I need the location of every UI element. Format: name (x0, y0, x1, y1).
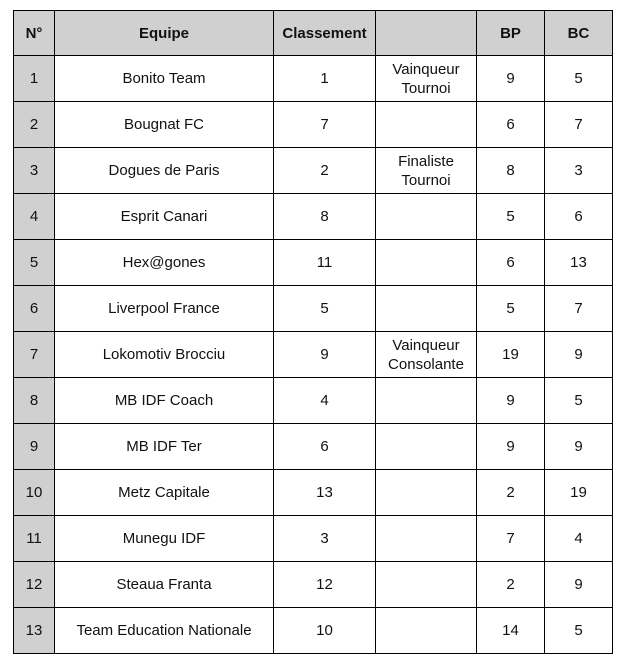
cell-rank: 2 (274, 148, 376, 194)
cell-rank: 3 (274, 516, 376, 562)
cell-bc: 9 (545, 562, 613, 608)
results-table-wrapper (13, 10, 613, 654)
cell-num: 3 (14, 148, 55, 194)
cell-bp: 14 (477, 608, 545, 654)
cell-bc: 6 (545, 194, 613, 240)
cell-note (376, 240, 477, 286)
cell-rank: 11 (274, 240, 376, 286)
cell-team: Esprit Canari (55, 194, 274, 240)
cell-bp: 5 (477, 194, 545, 240)
table-row (14, 148, 613, 194)
cell-bc: 5 (545, 608, 613, 654)
table-body (14, 56, 613, 654)
cell-note (376, 286, 477, 332)
cell-rank: 10 (274, 608, 376, 654)
cell-bc: 13 (545, 240, 613, 286)
cell-team: Munegu IDF (55, 516, 274, 562)
cell-team: Liverpool France (55, 286, 274, 332)
cell-rank: 4 (274, 378, 376, 424)
cell-team: Metz Capitale (55, 470, 274, 516)
table-row (14, 194, 613, 240)
cell-rank: 9 (274, 332, 376, 378)
cell-num: 7 (14, 332, 55, 378)
cell-bp: 7 (477, 516, 545, 562)
cell-note-line: Finaliste (398, 152, 454, 170)
header-note (376, 11, 477, 56)
table-row (14, 56, 613, 102)
cell-bp: 6 (477, 240, 545, 286)
cell-note (376, 562, 477, 608)
header-bc: BC (545, 11, 613, 56)
table-row (14, 516, 613, 562)
header-bp: BP (477, 11, 545, 56)
cell-num: 2 (14, 102, 55, 148)
header-num: N° (14, 11, 55, 56)
cell-team: MB IDF Coach (55, 378, 274, 424)
cell-team: Team Education Nationale (55, 608, 274, 654)
cell-rank: 1 (274, 56, 376, 102)
cell-note (376, 148, 477, 194)
cell-bc: 5 (545, 378, 613, 424)
cell-team: Steaua Franta (55, 562, 274, 608)
cell-team: MB IDF Ter (55, 424, 274, 470)
cell-bp: 2 (477, 562, 545, 608)
cell-team: Bonito Team (55, 56, 274, 102)
cell-note-line: Consolante (388, 355, 464, 373)
cell-note (376, 378, 477, 424)
cell-num: 12 (14, 562, 55, 608)
header-rank: Classement (274, 11, 376, 56)
cell-bc: 7 (545, 286, 613, 332)
cell-note-line: Tournoi (401, 171, 451, 189)
cell-rank: 5 (274, 286, 376, 332)
cell-team: Dogues de Paris (55, 148, 274, 194)
cell-note (376, 470, 477, 516)
header-row (14, 11, 613, 56)
cell-bp: 8 (477, 148, 545, 194)
cell-rank: 6 (274, 424, 376, 470)
cell-bc: 9 (545, 332, 613, 378)
cell-team: Bougnat FC (55, 102, 274, 148)
cell-bc: 4 (545, 516, 613, 562)
cell-bp: 9 (477, 424, 545, 470)
cell-note (376, 332, 477, 378)
cell-note (376, 608, 477, 654)
cell-num: 1 (14, 56, 55, 102)
cell-rank: 8 (274, 194, 376, 240)
cell-note (376, 56, 477, 102)
cell-num: 5 (14, 240, 55, 286)
table-row (14, 378, 613, 424)
cell-team: Lokomotiv Brocciu (55, 332, 274, 378)
cell-bp: 2 (477, 470, 545, 516)
table-row (14, 562, 613, 608)
cell-num: 8 (14, 378, 55, 424)
cell-bc: 3 (545, 148, 613, 194)
cell-bc: 19 (545, 470, 613, 516)
cell-num: 11 (14, 516, 55, 562)
cell-note (376, 194, 477, 240)
cell-bc: 5 (545, 56, 613, 102)
cell-bp: 6 (477, 102, 545, 148)
header-team: Equipe (55, 11, 274, 56)
table-row (14, 470, 613, 516)
cell-num: 4 (14, 194, 55, 240)
cell-note (376, 102, 477, 148)
cell-rank: 12 (274, 562, 376, 608)
table-row (14, 240, 613, 286)
table-row (14, 102, 613, 148)
cell-num: 6 (14, 286, 55, 332)
cell-rank: 13 (274, 470, 376, 516)
cell-note (376, 424, 477, 470)
cell-num: 13 (14, 608, 55, 654)
cell-note-line: Tournoi (401, 79, 451, 97)
table-row (14, 424, 613, 470)
cell-bp: 9 (477, 378, 545, 424)
cell-note-line: Vainqueur (392, 60, 460, 78)
cell-bp: 9 (477, 56, 545, 102)
cell-bc: 7 (545, 102, 613, 148)
results-table (13, 10, 613, 654)
cell-bp: 5 (477, 286, 545, 332)
cell-num: 10 (14, 470, 55, 516)
cell-note-line: Vainqueur (392, 336, 460, 354)
cell-bp: 19 (477, 332, 545, 378)
cell-rank: 7 (274, 102, 376, 148)
table-row (14, 332, 613, 378)
table-row (14, 608, 613, 654)
cell-team: Hex@gones (55, 240, 274, 286)
cell-num: 9 (14, 424, 55, 470)
cell-bc: 9 (545, 424, 613, 470)
cell-note (376, 516, 477, 562)
table-row (14, 286, 613, 332)
